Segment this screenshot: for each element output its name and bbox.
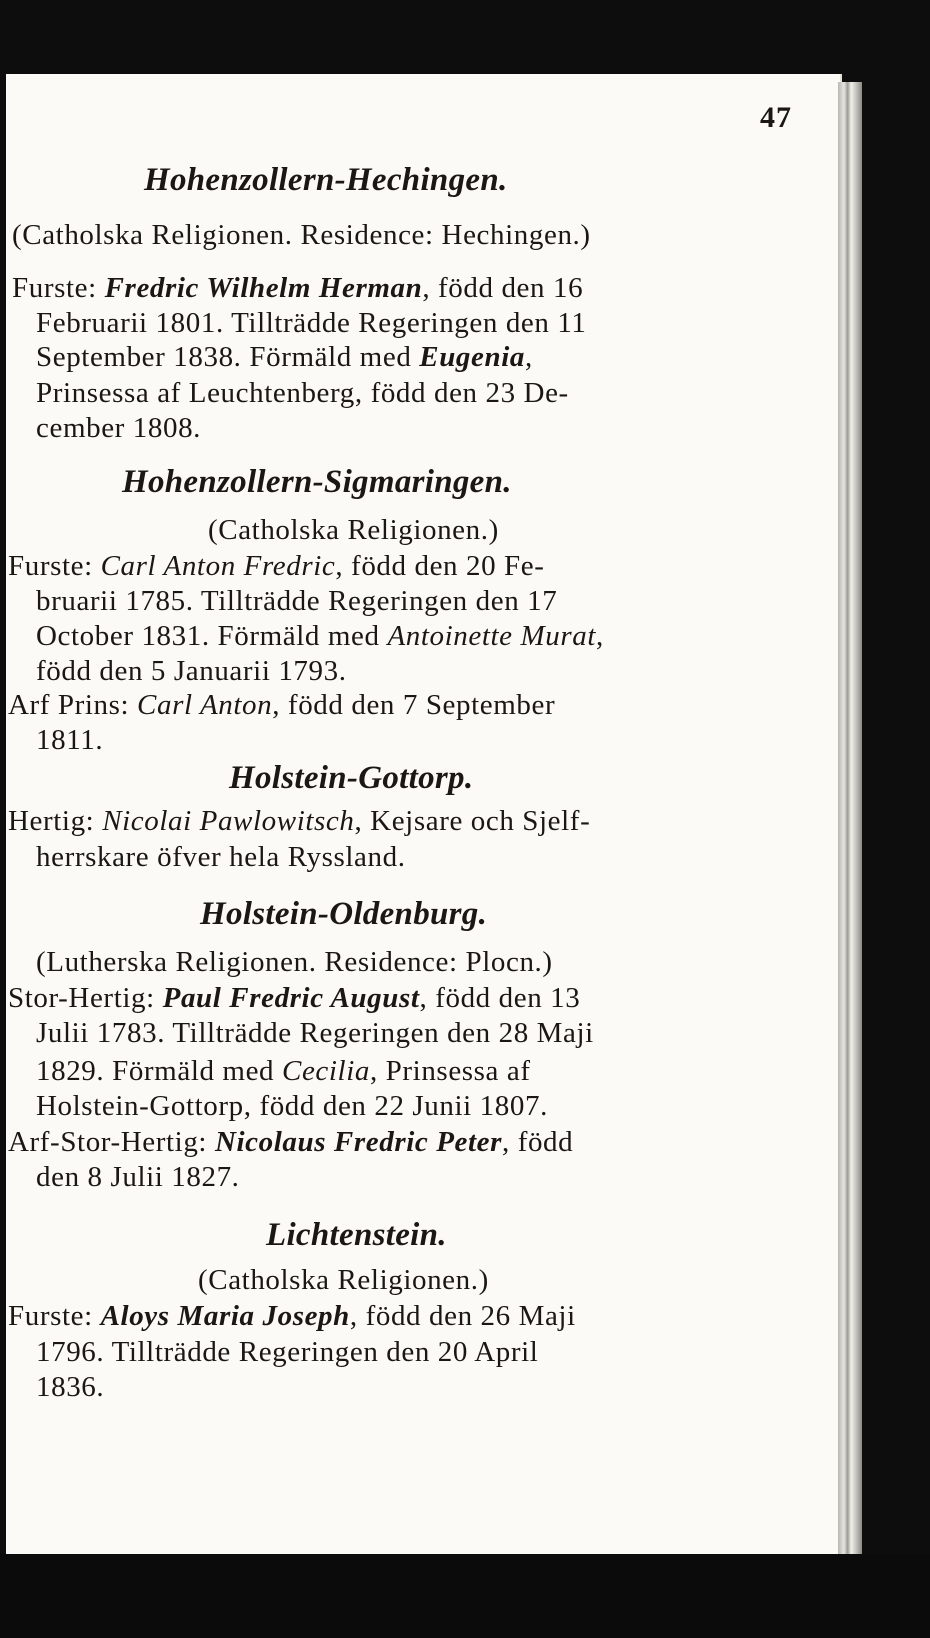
page-number: 47 [760, 101, 792, 134]
text-line: Holstein-Gottorp, född den 22 Junii 1807. [36, 1090, 548, 1122]
text-line: Furste: Aloys Maria Joseph, född den 26 Maji [8, 1300, 576, 1332]
scan-background [0, 1554, 930, 1638]
text-line: född den 5 Januarii 1793. [36, 655, 347, 687]
name-emphasis: Nicolai Pawlowitsch [102, 805, 355, 837]
text-line: 1796. Tillträdde Regeringen den 20 April [36, 1336, 539, 1368]
name-emphasis: Cecilia [282, 1055, 370, 1087]
text-line: (Catholska Religionen. Residence: Hechingen.) [12, 219, 591, 251]
section-heading: Holstein-Gottorp. [229, 760, 474, 796]
name-emphasis: Carl Anton [137, 689, 273, 721]
text-line: September 1838. Förmäld med Eugenia, [36, 341, 533, 373]
section-heading: Lichtenstein. [266, 1217, 447, 1253]
text-line: den 8 Julii 1827. [36, 1161, 240, 1193]
section-heading: Hohenzollern-Sigmaringen. [122, 464, 512, 500]
text-line: Furste: Fredric Wilhelm Herman, född den 16 [12, 272, 584, 304]
name-emphasis: Nicolaus Fredric Peter [214, 1126, 502, 1158]
text-line: Stor-Hertig: Paul Fredric August, född den 13 [8, 982, 581, 1014]
text-line: (Lutherska Religionen. Residence: Plocn.) [36, 946, 553, 978]
text-line: Hertig: Nicolai Pawlowitsch, Kejsare och Sjelf- [8, 805, 591, 837]
name-emphasis: Carl Anton Fredric [100, 550, 336, 582]
text-line: Arf Prins: Carl Anton, född den 7 September [8, 689, 556, 721]
section-heading: Holstein-Oldenburg. [200, 896, 488, 932]
text-line: bruarii 1785. Tillträdde Regeringen den 17 [36, 585, 558, 617]
name-emphasis: Paul Fredric August [162, 982, 420, 1014]
page-edge [838, 82, 862, 1556]
text-line: cember 1808. [36, 412, 202, 444]
text-line: 1836. [36, 1371, 105, 1403]
text-line: 1829. Förmäld med Cecilia, Prinsessa af [36, 1055, 531, 1087]
text-line: Arf-Stor-Hertig: Nicolaus Fredric Peter, född [8, 1126, 574, 1158]
name-emphasis: Antoinette Murat [387, 620, 596, 652]
text-line: Prinsessa af Leuchtenberg, född den 23 De- [36, 377, 569, 409]
text-line: October 1831. Förmäld med Antoinette Murat, [36, 620, 604, 652]
text-line: Julii 1783. Tillträdde Regeringen den 28 Maji [36, 1017, 594, 1049]
text-line: 1811. [36, 724, 104, 756]
text-line: Furste: Carl Anton Fredric, född den 20 Fe- [8, 550, 545, 582]
name-emphasis: Fredric Wilhelm Herman [104, 272, 423, 304]
text-line: Februarii 1801. Tillträdde Regeringen den 11 [36, 307, 587, 339]
text-line: (Catholska Religionen.) [198, 1264, 489, 1296]
section-heading: Hohenzollern-Hechingen. [144, 162, 508, 198]
name-emphasis: Aloys Maria Joseph [100, 1300, 350, 1332]
text-line: herrskare öfver hela Ryssland. [36, 841, 406, 873]
text-line: (Catholska Religionen.) [208, 514, 499, 546]
name-emphasis: Eugenia [419, 341, 525, 373]
